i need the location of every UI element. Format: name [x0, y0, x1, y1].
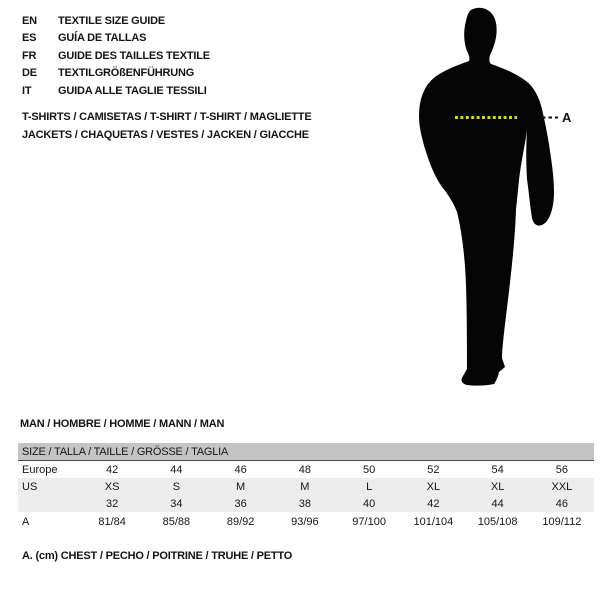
language-row: [22, 82, 210, 100]
language-code: DE: [22, 67, 37, 80]
language-list: [22, 12, 210, 100]
size-cell: 50: [363, 463, 376, 476]
size-cell: M: [209, 478, 273, 495]
size-cell: 40: [337, 495, 401, 512]
size-cell: 54: [491, 463, 504, 476]
language-label: TEXTILGRÖßENFÜHRUNG: [58, 67, 195, 80]
size-cell: 46: [530, 495, 594, 512]
language-code: IT: [22, 84, 32, 97]
section-title-man: MAN / HOMBRE / HOMME / MANN / MAN: [20, 418, 225, 430]
man-silhouette-shape: [419, 8, 554, 386]
size-cell: 93/96: [291, 516, 319, 528]
table-row-europe: [18, 461, 594, 479]
size-cell: 97/100: [352, 516, 386, 528]
table-row-us-numeric: [18, 495, 594, 512]
size-cell: 32: [80, 495, 144, 512]
table-row-chest: [18, 512, 594, 532]
language-row: [22, 30, 210, 48]
size-cell: 38: [273, 495, 337, 512]
language-row: [22, 12, 210, 30]
row-label: Europe: [22, 463, 58, 476]
size-cell: 52: [427, 463, 440, 476]
size-cell: 56: [555, 463, 568, 476]
size-cell: 105/108: [477, 516, 518, 528]
size-cell: 36: [209, 495, 273, 512]
measure-a-label: A: [562, 110, 572, 125]
man-silhouette-figure: [390, 0, 600, 420]
language-label: GUÍA DE TALLAS: [58, 32, 147, 45]
table-header-label: SIZE / TALLA / TAILLE / GRÖSSE / TAGLIA: [18, 443, 594, 461]
language-label: GUIDE DES TAILLES TEXTILE: [58, 49, 210, 62]
size-cell: M: [273, 478, 337, 495]
table-row-us: [18, 478, 594, 495]
size-cell: 42: [401, 495, 465, 512]
size-cell: 48: [298, 463, 311, 476]
row-label: [18, 495, 80, 512]
size-cell: 81/84: [98, 516, 126, 528]
language-label: TEXTILE SIZE GUIDE: [58, 14, 166, 27]
language-label: GUIDA ALLE TAGLIE TESSILI: [58, 84, 207, 97]
language-code: EN: [22, 14, 37, 27]
row-label: US: [18, 478, 80, 495]
size-cell: S: [144, 478, 208, 495]
size-cell: 42: [106, 463, 119, 476]
size-cell: 34: [144, 495, 208, 512]
category-list: [22, 109, 311, 144]
row-label: A: [22, 516, 30, 528]
footnote-chest-measure: A. (cm) CHEST / PECHO / POITRINE / TRUHE / PETTO: [22, 550, 293, 562]
language-code: FR: [22, 49, 37, 62]
size-cell: 109/112: [542, 516, 582, 528]
language-code: ES: [22, 32, 37, 45]
size-cell: L: [337, 478, 401, 495]
category-line-tshirts: T-SHIRTS / CAMISETAS / T-SHIRT / T-SHIRT / MAGLIETTE: [22, 111, 312, 123]
size-cell: 89/92: [226, 516, 255, 528]
size-cell: XS: [80, 478, 144, 495]
size-cell: 44: [466, 495, 530, 512]
size-cell: XL: [401, 478, 465, 495]
size-cell: 44: [170, 463, 183, 476]
size-cell: XXL: [530, 478, 594, 495]
size-cell: 85/88: [162, 516, 191, 528]
table-header-row: [18, 443, 594, 461]
size-table: [18, 443, 594, 532]
size-cell: XL: [466, 478, 530, 495]
size-cell: 101/104: [413, 516, 454, 528]
category-line-jackets: JACKETS / CHAQUETAS / VESTES / JACKEN / GIACCHE: [22, 128, 309, 141]
language-row: [22, 47, 210, 65]
size-cell: 46: [234, 463, 247, 476]
language-row: [22, 65, 210, 83]
